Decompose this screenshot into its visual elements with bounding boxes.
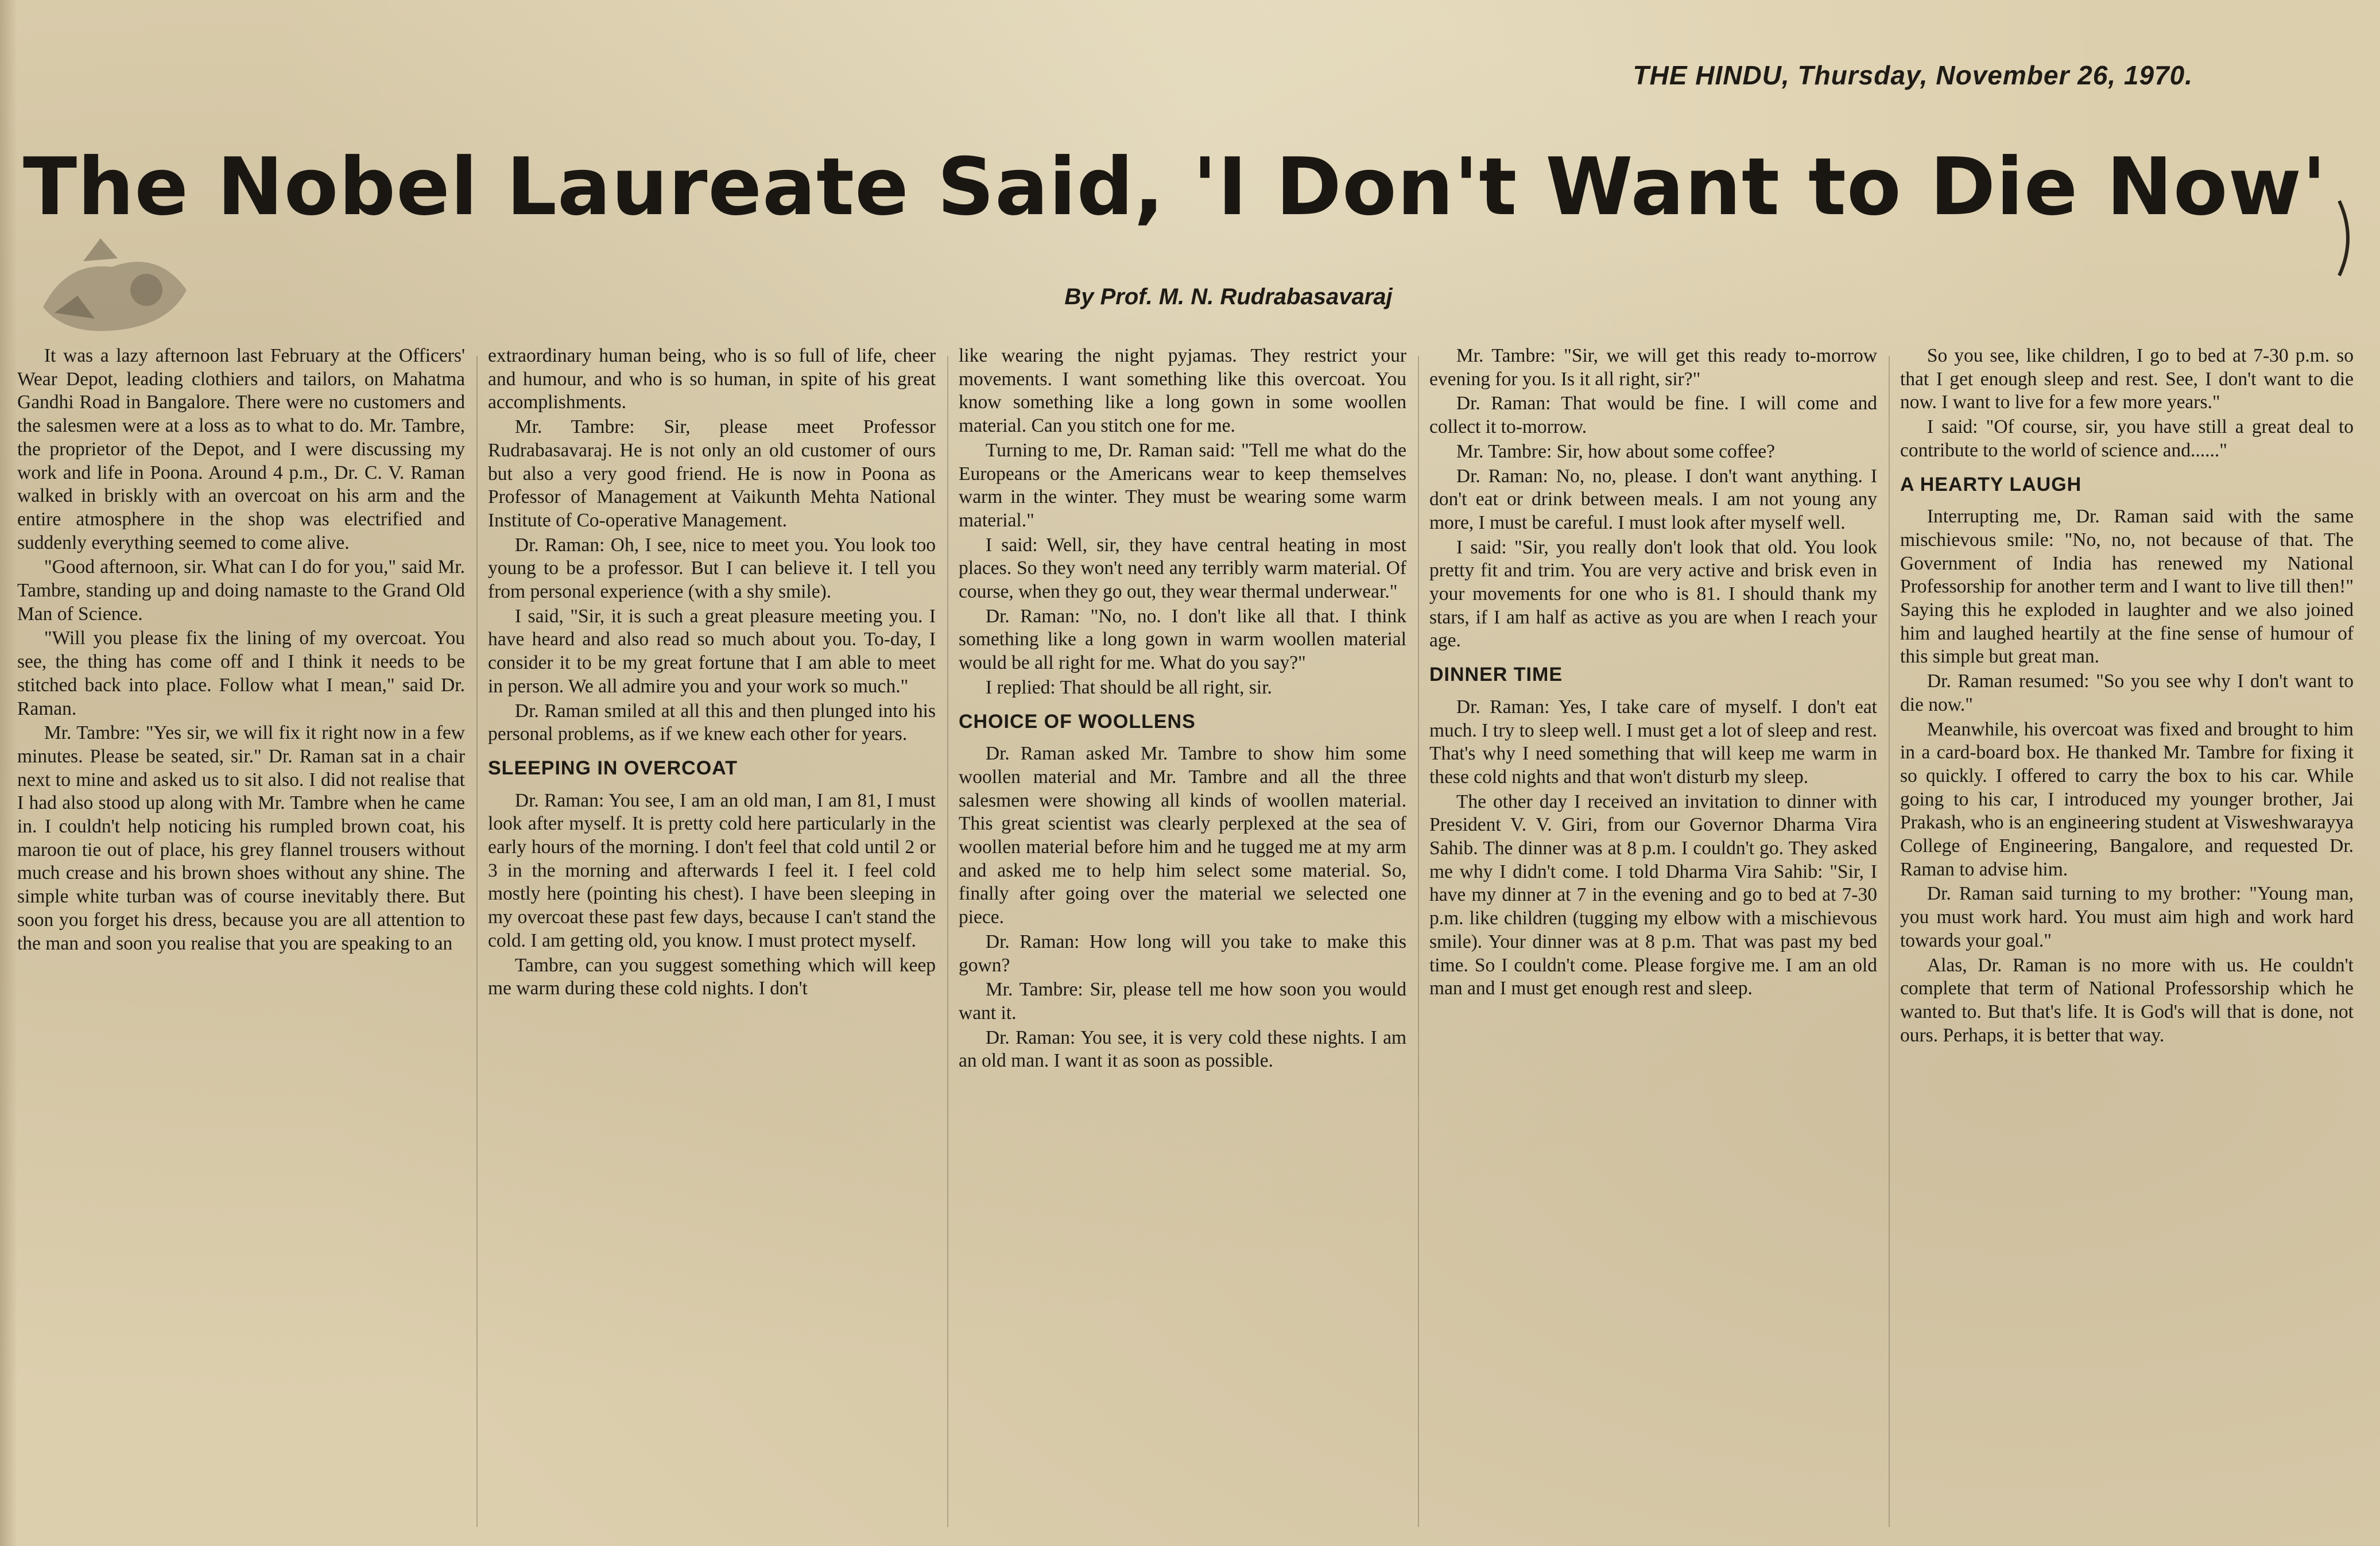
article-paragraph: Dr. Raman resumed: "So you see why I don't want to die now." <box>1900 671 2354 715</box>
article-paragraph: The other day I received an invitation to dinner with President V. V. Giri, from our Governor Dharma Vira Sahib. The dinner was at 8 p.m. I couldn't go. They asked me why I didn't come. I told Dharma Vira Sahib: "Sir, I have my dinner at 7 in the evening and go to bed at 7-30 p.m. like children (tugging my elbow with a mischievous smile). Your dinner was at 8 p.m. That was past my bed time. So I couldn't come. Please forgive me. I am an old man and I must get enough rest and sleep. <box>1429 791 1877 999</box>
column-rule <box>476 356 478 1527</box>
article-paragraph: Alas, Dr. Raman is no more with us. He couldn't complete that term of National Professorship which he wanted to. But that's life. It is God's will that is done, not ours. Perhaps, it is better that way. <box>1900 954 2354 1046</box>
article-paragraph: Mr. Tambre: Sir, please meet Professor Rudrabasavaraj. He is not only an old customer of ours but also a very good friend. He is now in Poona as Professor of Management at Vaikunth Mehta National Institute of Co-operative Management. <box>488 416 936 531</box>
article-paragraph: Dr. Raman: That would be fine. I will come and collect it to-morrow. <box>1429 393 1877 438</box>
paper-edge-stain <box>0 0 17 1546</box>
section-heading: SLEEPING IN OVERCOAT <box>488 757 738 779</box>
article-paragraph: Mr. Tambre: "Sir, we will get this ready to-morrow evening for you. Is it all right, sir?" <box>1429 345 1877 390</box>
article-paragraph: Tambre, can you suggest something which will keep me warm during these cold nights. I don't <box>488 954 936 999</box>
article-column-2 <box>488 344 936 1527</box>
article-paragraph: Dr. Raman: You see, I am an old man, I am 81, I must look after myself. It is pretty cold here particularly in the early hours of the morning. I don't feel that cold until 2 or 3 in the morning and afterwards I feel it. I feel cold mostly here (pointing his chest). I have been sleeping in my overcoat these past few days, because I can't stand the cold. I am getting old, you know. I must protect myself. <box>488 789 936 951</box>
article-paragraph: It was a lazy afternoon last February at the Officers' Wear Depot, leading clothiers and tailors, on Mahatma Gandhi Road in Bangalore. There were no customers and the salesmen were at a loss as to what to do. Mr. Tambre, the proprietor of the Depot, and I were discussing my work and life in Poona. Around 4 p.m., Dr. C. V. Raman walked in briskly with an overcoat on his arm and the entire atmosphere in the shop was electrified and suddenly everything seemed to come alive. <box>17 345 465 553</box>
article-paragraph: Meanwhile, his overcoat was fixed and brought to him in a card-board box. He thanked Mr. Tambre for fixing it so quickly. I offered to carry the box to his car. While going to his car, I introduced my younger brother, Jai Prakash, who is an engineering student at Visweshwarayya College of Engineering, Bangalore, and requested Dr. Raman to advise him. <box>1900 718 2354 880</box>
article-paragraph: Turning to me, Dr. Raman said: "Tell me what do the Europeans or the Americans wear to keep themselves warm in the winter. They must be wearing some warm material." <box>959 439 1406 531</box>
headline: The Nobel Laureate Said, 'I Don't Want to Die Now' <box>23 141 2327 233</box>
article-column-4 <box>1429 344 1877 1527</box>
article-paragraph: Mr. Tambre: "Yes sir, we will fix it right now in a few minutes. Please be seated, sir." Dr. Raman sat in a chair next to mine and asked us to sit also. I did not realise that I had also stood up along with Mr. Tambre when he came in. I couldn't help noticing his rumpled brown coat, his maroon tie out of place, his grey flannel trousers without much crease and his brown shoes without any shine. The simple white turban was of course inevitably there. But soon you forget his dress, because you are all attention to the man and soon you realise that you are speaking to an <box>17 722 465 954</box>
article-paragraph: So you see, like children, I go to bed at 7-30 p.m. so that I get enough sleep and rest. See, I don't want to die now. I want to live for a few more years." <box>1900 345 2354 413</box>
article-paragraph: "Good afternoon, sir. What can I do for you," said Mr. Tambre, standing up and doing namaste to the Grand Old Man of Science. <box>17 556 465 625</box>
article-paragraph: I said, "Sir, it is such a great pleasure meeting you. I have heard and also read so much about you. To-day, I consider it to be my great fortune that I am able to meet in person. We all admire you and your work so much." <box>488 605 936 697</box>
article-paragraph: Dr. Raman asked Mr. Tambre to show him some woollen material and Mr. Tambre and all the three salesmen were showing all kinds of woollen material. This great scientist was clearly perplexed at the sea of woollen material before him and he tugged me at my arm and asked me to help him select some material. So, finally after going over the material we selected one piece. <box>959 743 1406 928</box>
article-paragraph: like wearing the night pyjamas. They restrict your movements. I want something like this overcoat. You know something like a long gown in some woollen material. Can you stitch one for me. <box>959 345 1406 437</box>
section-heading: CHOICE OF WOOLLENS <box>959 710 1196 733</box>
article-paragraph: Dr. Raman: You see, it is very cold these nights. I am an old man. I want it as soon as possible. <box>959 1026 1406 1072</box>
article-paragraph: I replied: That should be all right, sir. <box>985 676 1272 698</box>
article-paragraph: I said: Well, sir, they have central heating in most places. So they won't need any terribly warm material. Of course, when they go out, they wear thermal underwear." <box>959 534 1406 603</box>
dateline: THE HINDU, Thursday, November 26, 1970. <box>1633 60 2193 90</box>
article-paragraph: Mr. Tambre: Sir, please tell me how soon you would want it. <box>959 979 1406 1024</box>
section-heading: A HEARTY LAUGH <box>1900 473 2082 495</box>
article-paragraph: Dr. Raman: How long will you take to make this gown? <box>959 931 1406 976</box>
byline: By Prof. M. N. Rudrabasavaraj <box>1064 284 1393 309</box>
article-paragraph: Dr. Raman smiled at all this and then plunged into his personal problems, as if we knew each other for years. <box>488 700 936 745</box>
article-paragraph: Dr. Raman: Oh, I see, nice to meet you. You look too young to be a professor. But I can believe it. I tell you from personal experience (with a shy smile). <box>488 534 936 603</box>
column-rule <box>1418 356 1419 1527</box>
article-paragraph: I said: "Of course, sir, you have still a great deal to contribute to the world of science and......" <box>1900 416 2354 461</box>
article-column-1 <box>17 344 465 1527</box>
closing-bracket-mark <box>2331 195 2365 281</box>
article-paragraph: Mr. Tambre: Sir, how about some coffee? <box>1456 440 1776 462</box>
article-paragraph: Dr. Raman said turning to my brother: "Young man, you must work hard. You must aim high and work hard towards your goal." <box>1900 883 2354 951</box>
article-paragraph: I said: "Sir, you really don't look that old. You look pretty fit and trim. You are very active and brisk even in your movements for one who is 81. I should thank my stars, if I am half as active as you are when I reach your age. <box>1429 536 1877 652</box>
article-paragraph: extraordinary human being, who is so full of life, cheer and humour, and who is so human, in spite of his great accomplishments. <box>488 345 936 413</box>
article-paragraph: Dr. Raman: Yes, I take care of myself. I don't eat much. I try to sleep well. I must get a lot of sleep and rest. That's why I need something that will keep me warm in these cold nights and that won't disturb my sleep. <box>1429 696 1877 788</box>
article-column-3 <box>959 344 1406 1527</box>
article-paragraph: Interrupting me, Dr. Raman said with the same mischievous smile: "No, no, not because of that. The Government of India has renewed my National Professorship for another term and I want to live till then!" Saying this he exploded in laughter and we also joined him and laughed heartily at the fine sense of humour of this simple but great man. <box>1900 506 2354 668</box>
column-rule <box>947 356 948 1527</box>
article-column-5 <box>1900 344 2354 1527</box>
column-rule <box>1889 356 1890 1527</box>
article-paragraph: "Will you please fix the lining of my overcoat. You see, the thing has come off and I think it needs to be stitched back into place. Follow what I mean," said Dr. Raman. <box>17 627 465 719</box>
section-heading: DINNER TIME <box>1429 664 1563 686</box>
article-paragraph: Dr. Raman: "No, no. I don't like all that. I think something like a long gown in warm woollen material would be all right for me. What do you say?" <box>959 605 1406 674</box>
article-paragraph: Dr. Raman: No, no, please. I don't want anything. I don't eat or drink between meals. I am not young any more, I must be careful. I must look after myself well. <box>1429 465 1877 533</box>
